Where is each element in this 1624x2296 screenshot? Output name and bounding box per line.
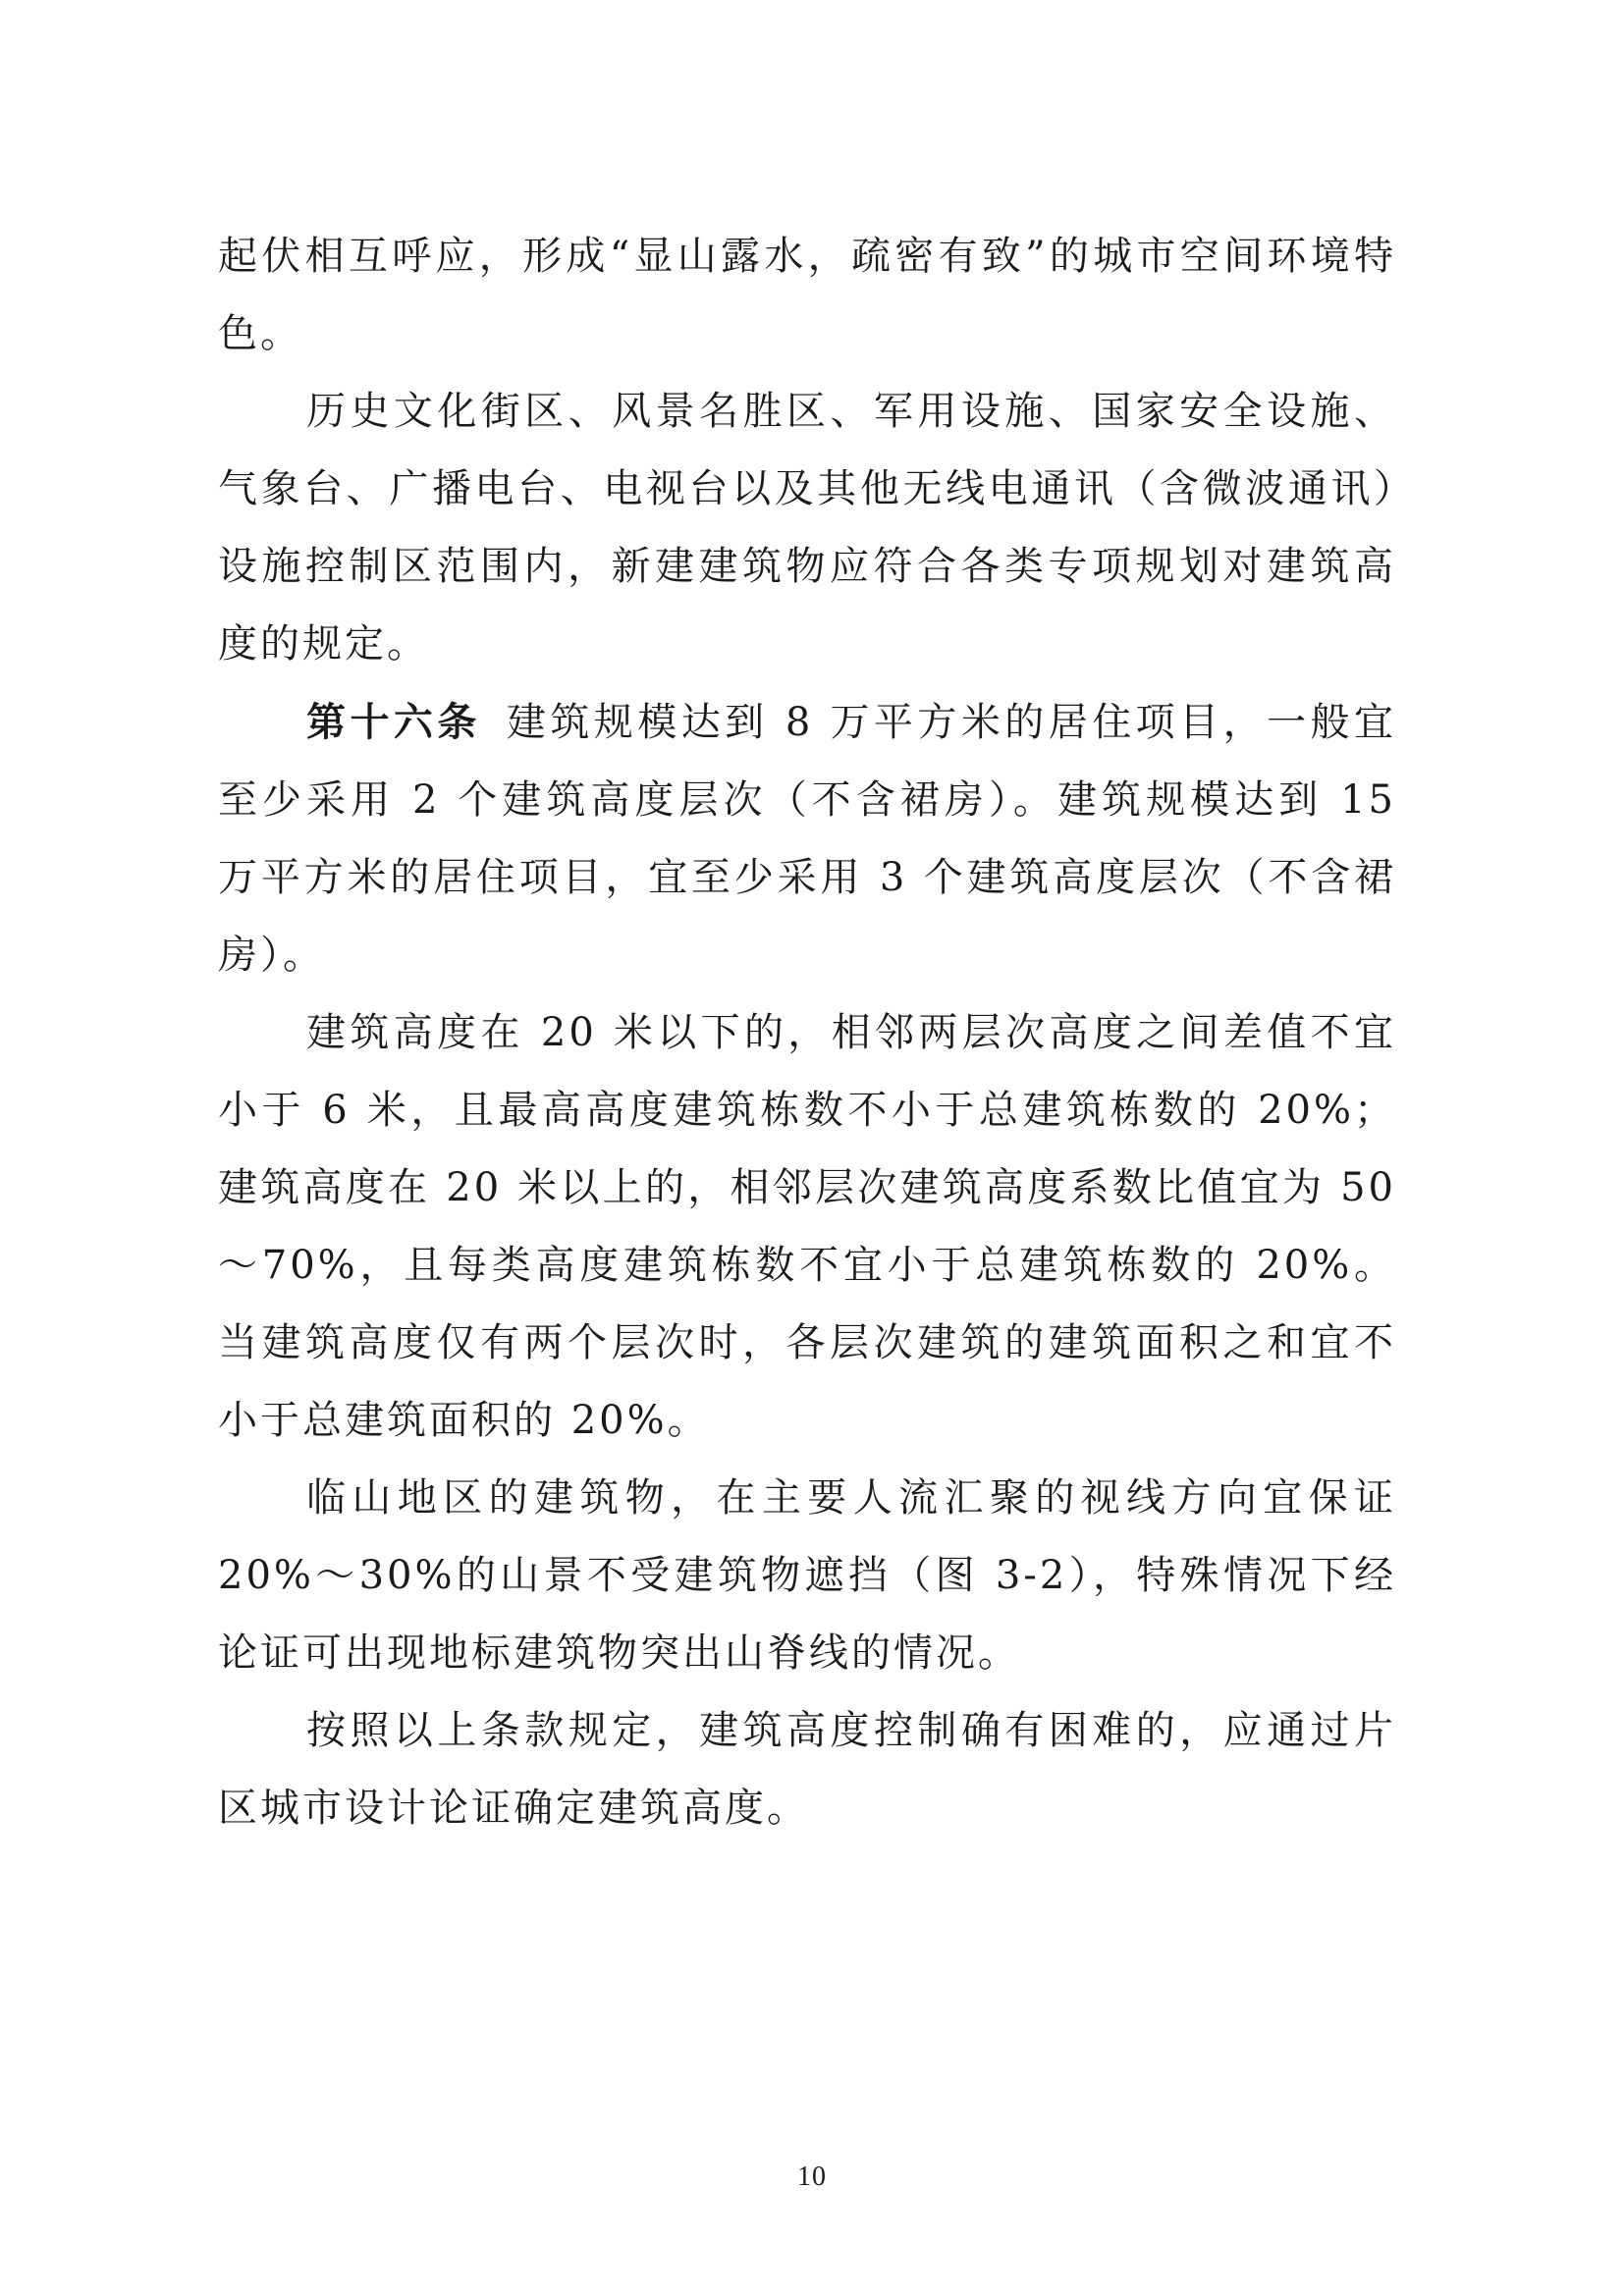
- page-body: [218, 218, 1396, 1847]
- article-16-text: 建筑规模达到 8 万平方米的居住项目，一般宜至少采用 2 个建筑高度层次（不含裙房）。建筑规模达到 15 万平方米的居住项目，宜至少采用 3 个建筑高度层次（不含裙房）。: [218, 700, 1396, 978]
- paragraph-mountain-view: 临山地区的建筑物，在主要人流汇聚的视线方向宜保证 20%～30%的山景不受建筑物遮挡（图 3-2），特殊情况下经论证可出现地标建筑物突出山脊线的情况。: [218, 1475, 1396, 1676]
- paragraph-height-regulation: 历史文化街区、风景名胜区、军用设施、国家安全设施、气象台、广播电台、电视台以及其他无线电通讯（含微波通讯）设施控制区范围内，新建建筑物应符合各类专项规划对建筑高度的规定。: [218, 389, 1396, 667]
- paragraph-article-16: [218, 683, 1396, 994]
- article-title: 第十六条: [306, 699, 481, 745]
- paragraph-height-difference: 建筑高度在 20 米以下的，相邻两层次高度之间差值不宜小于 6 米，且最高高度建筑栋数不小于总建筑栋数的 20%；建筑高度在 20 米以上的，相邻层次建筑高度系数比值宜为 50～70%，且每类高度建筑栋数不宜小于总建筑栋数的 20%。当建筑高度仅有两个层次时，各层次建筑的建筑面积之和宜不小于总建筑面积的 20%。: [218, 1010, 1396, 1443]
- paragraph-urban-design: 按照以上条款规定，建筑高度控制确有困难的，应通过片区城市设计论证确定建筑高度。: [218, 1708, 1396, 1831]
- paragraph-continuation: 起伏相互呼应，形成“显山露水，疏密有致”的城市空间环境特色。: [218, 234, 1396, 356]
- page-number: 10: [797, 2162, 827, 2192]
